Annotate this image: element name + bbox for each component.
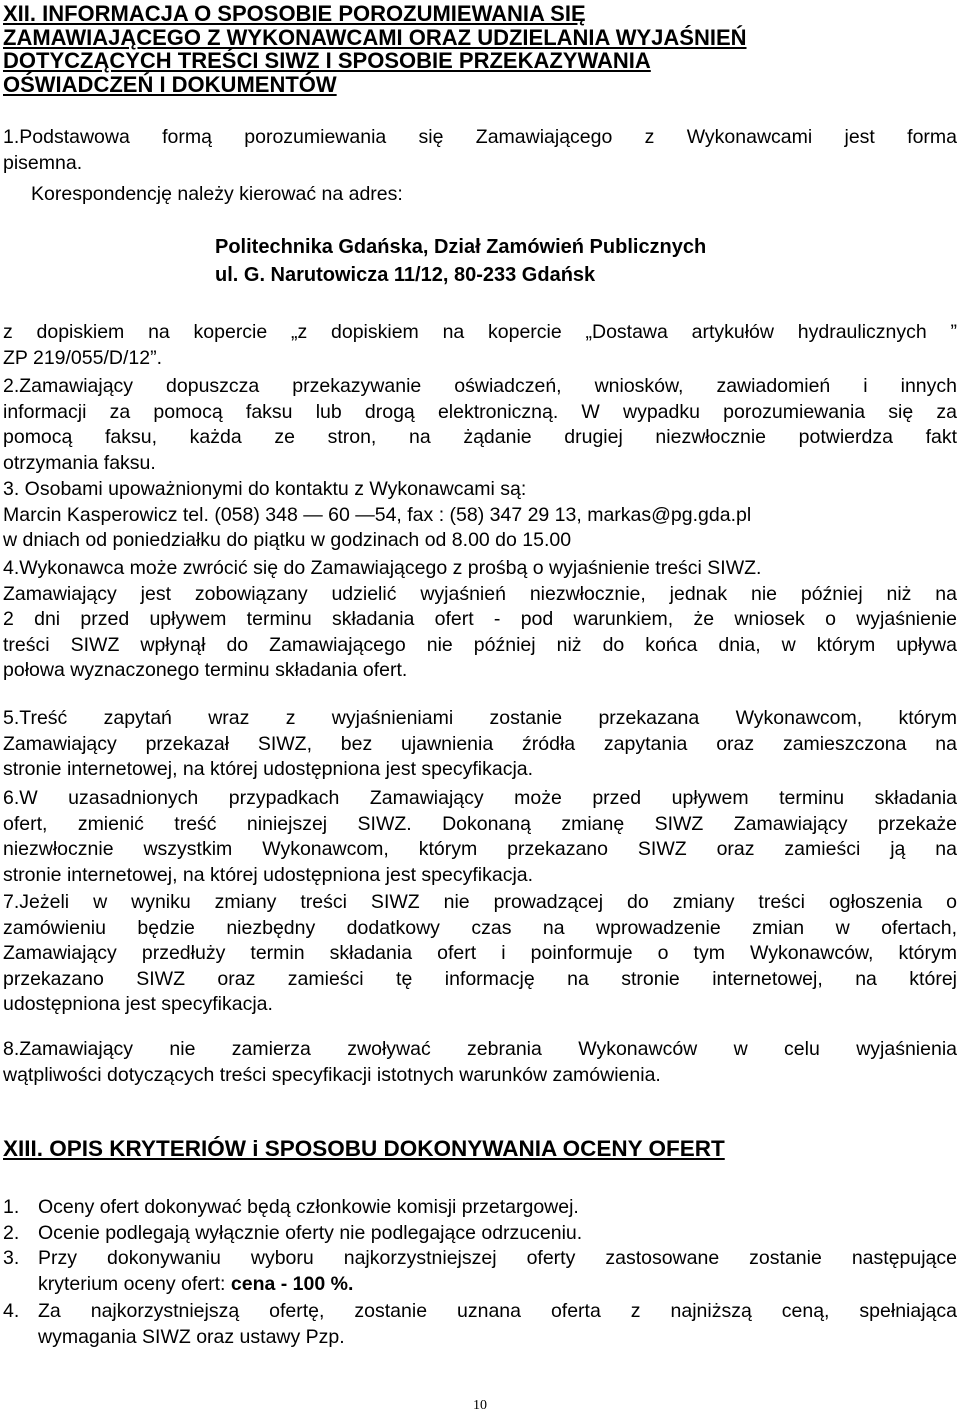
- paragraph-line: pisemna.: [3, 151, 83, 174]
- section-13-heading: XIII. OPIS KRYTERIÓW i SPOSOBU DOKONYWANIA OCENY OFERT: [3, 1136, 725, 1161]
- paragraph-line: 7.Jeżeli w wyniku zmiany treści SIWZ nie prowadzącej do zmiany treści ogłoszenia o: [3, 891, 957, 913]
- paragraph-line: stronie internetowej, na której udostępniona jest specyfikacja.: [3, 863, 534, 886]
- paragraph-3: [3, 477, 957, 554]
- criterion-value: cena - 100 %.: [230, 1272, 354, 1295]
- envelope-line: z dopiskiem na kopercie „z dopiskiem na kopercie „Dostawa artykułów hydraulicznych ”: [3, 321, 957, 343]
- paragraph-line: udostępniona jest specyfikacja.: [3, 993, 273, 1015]
- criterion-label: kryterium oceny ofert:: [38, 1272, 231, 1295]
- paragraph-line: stronie internetowej, na której udostępniona jest specyfikacja.: [3, 758, 534, 780]
- list-number: 2.: [3, 1221, 20, 1244]
- criteria-list: [3, 1195, 957, 1350]
- paragraph-7: [3, 890, 957, 1018]
- address-line: Politechnika Gdańska, Dział Zamówień Publicznych: [215, 236, 707, 258]
- paragraph-line: Zamawiający jest zobowiązany udzielić wyjaśnień niezwłocznie, jednak nie później niż na: [3, 582, 957, 605]
- paragraph-line: otrzymania faksu.: [3, 451, 156, 474]
- paragraph-line: pomocą faksu, każda ze stron, na żądanie drugiej niezwłocznie potwierdza fakt: [3, 426, 957, 448]
- correspondence-text: Korespondencję należy kierować na adres:: [31, 183, 403, 205]
- list-text-continuation: wymagania SIWZ oraz ustawy Pzp.: [38, 1325, 345, 1348]
- list-item: [3, 1195, 957, 1221]
- heading-line: XII. INFORMACJA O SPOSOBIE POROZUMIEWANIA SIĘ: [3, 1, 586, 26]
- envelope-line: ZP 219/055/D/12”.: [3, 346, 162, 369]
- paragraph-2: [3, 374, 957, 476]
- contact-line: Marcin Kasperowicz tel. (058) 348 — 60 —54, fax : (58) 347 29 13, markas@pg.gda.pl: [3, 503, 752, 526]
- list-item: [3, 1246, 957, 1297]
- paragraph-line: 4.Wykonawca może zwrócić się do Zamawiającego z prośbą o wyjaśnienie treści SIWZ.: [3, 557, 762, 579]
- list-text: Ocenie podlegają wyłącznie oferty nie podlegające odrzuceniu.: [38, 1221, 583, 1244]
- paragraph-line: 6.W uzasadnionych przypadkach Zamawiający może przed upływem terminu składania: [3, 787, 957, 809]
- paragraph-line: 2.Zamawiający dopuszcza przekazywanie oświadczeń, wniosków, zawiadomień i innych: [3, 375, 957, 397]
- paragraph-line: ofert, zmienić treść niniejszej SIWZ. Dokonaną zmianę SIWZ Zamawiający przekaże: [3, 812, 957, 835]
- paragraph-1: [3, 125, 957, 176]
- paragraph-line: treści SIWZ wpłynął do Zamawiającego nie później niż do końca dnia, w którym upływa: [3, 633, 957, 656]
- paragraph-line: 1.Podstawowa formą porozumiewania się Zamawiającego z Wykonawcami jest forma: [3, 126, 957, 148]
- paragraph-line: w dniach od poniedziałku do piątku w godzinach od 8.00 do 15.00: [3, 529, 572, 551]
- paragraph-8: [3, 1037, 957, 1088]
- page-number: 10: [473, 1398, 487, 1413]
- paragraph-6: [3, 786, 957, 888]
- paragraph-line: Zamawiający przekazał SIWZ, bez ujawnienia źródła zapytania oraz zamieszczona na: [3, 732, 957, 755]
- paragraph-line: 5.Treść zapytań wraz z wyjaśnieniami zostanie przekazana Wykonawcom, którym: [3, 707, 957, 729]
- address-block: [215, 235, 706, 288]
- paragraph-line: 8.Zamawiający nie zamierza zwoływać zebrania Wykonawców w celu wyjaśnienia: [3, 1038, 957, 1060]
- list-item: [3, 1299, 957, 1350]
- paragraph-line: 2 dni przed upływem terminu składania ofert - pod warunkiem, że wniosek o wyjaśnienie: [3, 608, 957, 630]
- paragraph-line: Zamawiający przedłuży termin składania ofert i poinformuje o tym Wykonawców, którym: [3, 942, 957, 964]
- paragraph-4: [3, 556, 957, 684]
- paragraph-line: połowa wyznaczonego terminu składania ofert.: [3, 659, 408, 681]
- list-number: 3.: [3, 1247, 20, 1269]
- list-text: Za najkorzystniejszą ofertę, zostanie uznana oferta z najniższą ceną, spełniająca: [38, 1300, 957, 1322]
- paragraph-line: zamówieniu będzie niezbędny dodatkowy czas na wprowadzenie zmian w ofertach,: [3, 916, 957, 939]
- envelope-note: [3, 320, 957, 371]
- paragraph-line: niezwłocznie wszystkim Wykonawcom, którym przekazano SIWZ oraz zamieści ją na: [3, 838, 957, 860]
- list-text-continuation: [38, 1272, 957, 1298]
- list-number: 4.: [3, 1300, 20, 1322]
- heading-line: OŚWIADCZEŃ I DOKUMENTÓW: [3, 71, 337, 97]
- paragraph-line: informacji za pomocą faksu lub drogą elektroniczną. W wypadku porozumiewania się za: [3, 400, 957, 423]
- paragraph-line: 3. Osobami upoważnionymi do kontaktu z Wykonawcami są:: [3, 478, 527, 500]
- list-text: Oceny ofert dokonywać będą członkowie komisji przetargowej.: [38, 1196, 579, 1218]
- paragraph-5: [3, 706, 957, 783]
- paragraph-line: przekazano SIWZ oraz zamieści tę informację na stronie internetowej, na której: [3, 967, 957, 990]
- heading-line: ZAMAWIAJĄCEGO Z WYKONAWCAMI ORAZ UDZIELANIA WYJAŚNIEŃ: [3, 24, 747, 50]
- address-line: ul. G. Narutowicza 11/12, 80-233 Gdańsk: [215, 263, 596, 286]
- list-item: [3, 1221, 957, 1247]
- heading-line: DOTYCZĄCYCH TREŚCI SIWZ I SPOSOBIE PRZEKAZYWANIA: [3, 48, 651, 73]
- list-number: 1.: [3, 1196, 20, 1218]
- paragraph-line: wątpliwości dotyczących treści specyfikacji istotnych warunków zamówienia.: [3, 1063, 661, 1086]
- list-text: Przy dokonywaniu wyboru najkorzystniejszej oferty zastosowane zostanie następujące: [38, 1247, 957, 1269]
- section-12-heading: [3, 2, 957, 96]
